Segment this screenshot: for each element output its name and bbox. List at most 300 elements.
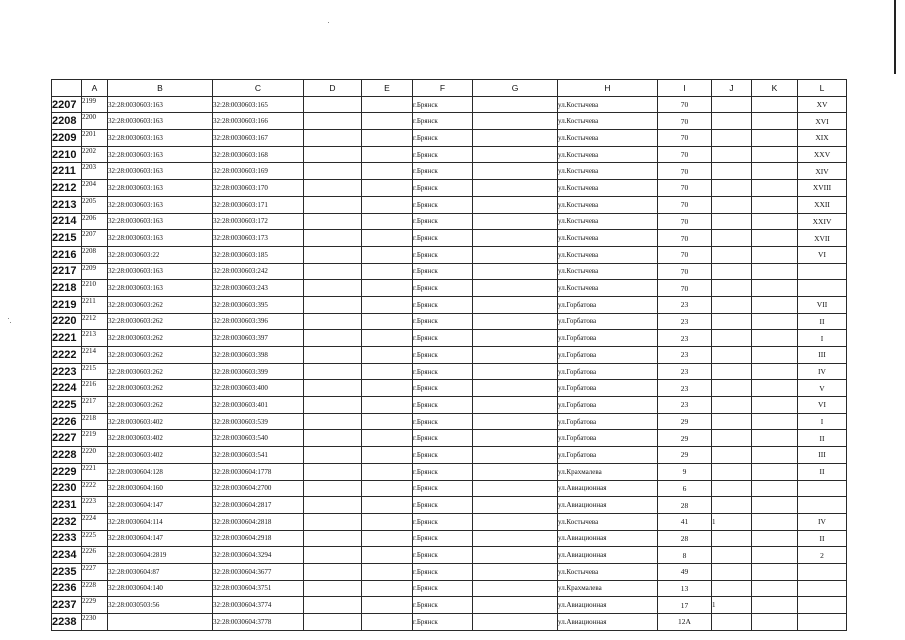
cell-a[interactable]: 2218: [82, 413, 108, 430]
cell-j[interactable]: [712, 547, 752, 564]
cell-d[interactable]: [304, 180, 362, 197]
cell-e[interactable]: [362, 263, 413, 280]
cell-i[interactable]: 70: [658, 130, 712, 147]
cell-a[interactable]: 2230: [82, 614, 108, 631]
column-header-k[interactable]: K: [752, 80, 798, 97]
cell-e[interactable]: [362, 113, 413, 130]
cell-a[interactable]: 2216: [82, 380, 108, 397]
cell-d[interactable]: [304, 296, 362, 313]
cell-e[interactable]: [362, 330, 413, 347]
cell-f[interactable]: г.Брянск: [413, 480, 473, 497]
cell-k[interactable]: [752, 163, 798, 180]
cell-d[interactable]: [304, 313, 362, 330]
cell-e[interactable]: [362, 397, 413, 414]
cell-j[interactable]: [712, 497, 752, 514]
row-number[interactable]: 2210: [52, 146, 82, 163]
cell-b[interactable]: [108, 614, 213, 631]
cell-l[interactable]: IV: [798, 513, 847, 530]
cell-k[interactable]: [752, 96, 798, 113]
row-number[interactable]: 2232: [52, 513, 82, 530]
cell-a[interactable]: 2210: [82, 280, 108, 297]
cell-a[interactable]: 2205: [82, 196, 108, 213]
cell-c[interactable]: 32:28:0030603:172: [213, 213, 304, 230]
cell-f[interactable]: г.Брянск: [413, 547, 473, 564]
cell-l[interactable]: I: [798, 330, 847, 347]
cell-d[interactable]: [304, 330, 362, 347]
cell-f[interactable]: г.Брянск: [413, 614, 473, 631]
cell-j[interactable]: [712, 196, 752, 213]
cell-f[interactable]: г.Брянск: [413, 413, 473, 430]
cell-g[interactable]: [473, 413, 558, 430]
cell-e[interactable]: [362, 580, 413, 597]
cell-g[interactable]: [473, 363, 558, 380]
cell-h[interactable]: ул.Горбатова: [558, 347, 658, 364]
cell-i[interactable]: 23: [658, 380, 712, 397]
cell-l[interactable]: V: [798, 380, 847, 397]
cell-h[interactable]: ул.Костычева: [558, 263, 658, 280]
cell-b[interactable]: 32:28:0030604:87: [108, 563, 213, 580]
cell-a[interactable]: 2212: [82, 313, 108, 330]
column-header-c[interactable]: C: [213, 80, 304, 97]
cell-j[interactable]: [712, 530, 752, 547]
cell-f[interactable]: г.Брянск: [413, 196, 473, 213]
cell-e[interactable]: [362, 280, 413, 297]
cell-g[interactable]: [473, 263, 558, 280]
cell-k[interactable]: [752, 146, 798, 163]
cell-c[interactable]: 32:28:0030603:242: [213, 263, 304, 280]
cell-l[interactable]: XVIII: [798, 180, 847, 197]
cell-a[interactable]: 2200: [82, 113, 108, 130]
cell-j[interactable]: 1: [712, 597, 752, 614]
cell-g[interactable]: [473, 497, 558, 514]
row-number[interactable]: 2216: [52, 246, 82, 263]
row-number[interactable]: 2225: [52, 397, 82, 414]
cell-a[interactable]: 2213: [82, 330, 108, 347]
cell-h[interactable]: ул.Горбатова: [558, 413, 658, 430]
column-header-l[interactable]: L: [798, 80, 847, 97]
cell-l[interactable]: IV: [798, 363, 847, 380]
cell-d[interactable]: [304, 614, 362, 631]
cell-g[interactable]: [473, 113, 558, 130]
cell-k[interactable]: [752, 113, 798, 130]
cell-f[interactable]: г.Брянск: [413, 113, 473, 130]
cell-b[interactable]: 32:28:0030603:262: [108, 330, 213, 347]
cell-i[interactable]: 49: [658, 563, 712, 580]
cell-e[interactable]: [362, 146, 413, 163]
cell-h[interactable]: ул.Костычева: [558, 163, 658, 180]
cell-c[interactable]: 32:28:0030604:1778: [213, 463, 304, 480]
cell-i[interactable]: 70: [658, 230, 712, 247]
cell-j[interactable]: [712, 163, 752, 180]
cell-h[interactable]: ул.Костычева: [558, 213, 658, 230]
cell-i[interactable]: 6: [658, 480, 712, 497]
cell-a[interactable]: 2211: [82, 296, 108, 313]
cell-d[interactable]: [304, 480, 362, 497]
cell-i[interactable]: 23: [658, 313, 712, 330]
cell-b[interactable]: 32:28:0030603:163: [108, 146, 213, 163]
cell-f[interactable]: г.Брянск: [413, 130, 473, 147]
cell-d[interactable]: [304, 280, 362, 297]
cell-b[interactable]: 32:28:0030603:163: [108, 163, 213, 180]
cell-d[interactable]: [304, 513, 362, 530]
cell-g[interactable]: [473, 130, 558, 147]
row-number[interactable]: 2234: [52, 547, 82, 564]
cell-i[interactable]: 70: [658, 213, 712, 230]
cell-e[interactable]: [362, 447, 413, 464]
cell-i[interactable]: 70: [658, 113, 712, 130]
cell-l[interactable]: VII: [798, 296, 847, 313]
cell-j[interactable]: [712, 580, 752, 597]
cell-h[interactable]: ул.Костычева: [558, 563, 658, 580]
cell-a[interactable]: 2221: [82, 463, 108, 480]
cell-a[interactable]: 2203: [82, 163, 108, 180]
cell-b[interactable]: 32:28:0030603:163: [108, 130, 213, 147]
cell-i[interactable]: 29: [658, 447, 712, 464]
cell-h[interactable]: ул.Авиационная: [558, 547, 658, 564]
cell-i[interactable]: 8: [658, 547, 712, 564]
cell-g[interactable]: [473, 246, 558, 263]
cell-l[interactable]: XIV: [798, 163, 847, 180]
cell-l[interactable]: XXII: [798, 196, 847, 213]
cell-h[interactable]: ул.Авиационная: [558, 497, 658, 514]
cell-a[interactable]: 2228: [82, 580, 108, 597]
cell-e[interactable]: [362, 497, 413, 514]
row-number[interactable]: 2230: [52, 480, 82, 497]
cell-i[interactable]: 29: [658, 413, 712, 430]
row-number[interactable]: 2220: [52, 313, 82, 330]
cell-f[interactable]: г.Брянск: [413, 96, 473, 113]
cell-f[interactable]: г.Брянск: [413, 563, 473, 580]
column-header-a[interactable]: A: [82, 80, 108, 97]
cell-e[interactable]: [362, 547, 413, 564]
cell-b[interactable]: 32:28:0030603:262: [108, 397, 213, 414]
cell-l[interactable]: XXV: [798, 146, 847, 163]
cell-g[interactable]: [473, 313, 558, 330]
cell-h[interactable]: ул.Горбатова: [558, 447, 658, 464]
cell-g[interactable]: [473, 513, 558, 530]
cell-b[interactable]: 32:28:0030604:114: [108, 513, 213, 530]
cell-d[interactable]: [304, 130, 362, 147]
cell-d[interactable]: [304, 113, 362, 130]
row-number[interactable]: 2207: [52, 96, 82, 113]
cell-h[interactable]: ул.Горбатова: [558, 380, 658, 397]
column-header-e[interactable]: E: [362, 80, 413, 97]
cell-c[interactable]: 32:28:0030604:3677: [213, 563, 304, 580]
cell-b[interactable]: 32:28:0030603:163: [108, 213, 213, 230]
column-header-h[interactable]: H: [558, 80, 658, 97]
cell-a[interactable]: 2209: [82, 263, 108, 280]
row-number[interactable]: 2224: [52, 380, 82, 397]
column-header-d[interactable]: D: [304, 80, 362, 97]
cell-j[interactable]: [712, 113, 752, 130]
cell-l[interactable]: I: [798, 413, 847, 430]
cell-b[interactable]: 32:28:0030603:402: [108, 447, 213, 464]
row-number[interactable]: 2222: [52, 347, 82, 364]
cell-h[interactable]: ул.Горбатова: [558, 296, 658, 313]
cell-b[interactable]: 32:28:0030503:56: [108, 597, 213, 614]
cell-i[interactable]: 17: [658, 597, 712, 614]
cell-e[interactable]: [362, 430, 413, 447]
cell-h[interactable]: ул.Костычева: [558, 130, 658, 147]
cell-b[interactable]: 32:28:0030604:2819: [108, 547, 213, 564]
cell-a[interactable]: 2226: [82, 547, 108, 564]
cell-b[interactable]: 32:28:0030604:160: [108, 480, 213, 497]
cell-c[interactable]: 32:28:0030603:395: [213, 296, 304, 313]
cell-d[interactable]: [304, 230, 362, 247]
cell-h[interactable]: ул.Авиационная: [558, 480, 658, 497]
cell-j[interactable]: [712, 263, 752, 280]
cell-j[interactable]: [712, 363, 752, 380]
cell-b[interactable]: 32:28:0030603:163: [108, 263, 213, 280]
row-number[interactable]: 2208: [52, 113, 82, 130]
cell-d[interactable]: [304, 563, 362, 580]
cell-h[interactable]: ул.Авиационная: [558, 597, 658, 614]
cell-l[interactable]: [798, 497, 847, 514]
cell-b[interactable]: 32:28:0030603:262: [108, 380, 213, 397]
cell-h[interactable]: ул.Горбатова: [558, 397, 658, 414]
cell-g[interactable]: [473, 380, 558, 397]
cell-f[interactable]: г.Брянск: [413, 380, 473, 397]
cell-e[interactable]: [362, 347, 413, 364]
cell-e[interactable]: [362, 180, 413, 197]
cell-d[interactable]: [304, 597, 362, 614]
cell-a[interactable]: 2229: [82, 597, 108, 614]
cell-l[interactable]: XVI: [798, 113, 847, 130]
cell-d[interactable]: [304, 380, 362, 397]
cell-b[interactable]: 32:28:0030603:402: [108, 413, 213, 430]
cell-d[interactable]: [304, 547, 362, 564]
cell-f[interactable]: г.Брянск: [413, 246, 473, 263]
cell-g[interactable]: [473, 480, 558, 497]
cell-k[interactable]: [752, 614, 798, 631]
cell-h[interactable]: ул.Горбатова: [558, 330, 658, 347]
cell-f[interactable]: г.Брянск: [413, 313, 473, 330]
cell-i[interactable]: 70: [658, 163, 712, 180]
cell-g[interactable]: [473, 347, 558, 364]
cell-k[interactable]: [752, 547, 798, 564]
cell-j[interactable]: 1: [712, 513, 752, 530]
cell-k[interactable]: [752, 563, 798, 580]
cell-k[interactable]: [752, 347, 798, 364]
cell-d[interactable]: [304, 397, 362, 414]
cell-i[interactable]: 23: [658, 363, 712, 380]
cell-j[interactable]: [712, 413, 752, 430]
cell-j[interactable]: [712, 130, 752, 147]
cell-g[interactable]: [473, 163, 558, 180]
cell-b[interactable]: 32:28:0030603:402: [108, 430, 213, 447]
cell-d[interactable]: [304, 163, 362, 180]
row-number[interactable]: 2228: [52, 447, 82, 464]
cell-f[interactable]: г.Брянск: [413, 180, 473, 197]
cell-f[interactable]: г.Брянск: [413, 530, 473, 547]
cell-f[interactable]: г.Брянск: [413, 447, 473, 464]
cell-h[interactable]: ул.Костычева: [558, 280, 658, 297]
cell-i[interactable]: 28: [658, 530, 712, 547]
cell-c[interactable]: 32:28:0030603:398: [213, 347, 304, 364]
row-number[interactable]: 2226: [52, 413, 82, 430]
cell-j[interactable]: [712, 230, 752, 247]
cell-j[interactable]: [712, 213, 752, 230]
cell-k[interactable]: [752, 246, 798, 263]
cell-e[interactable]: [362, 614, 413, 631]
cell-c[interactable]: 32:28:0030603:173: [213, 230, 304, 247]
cell-a[interactable]: 2201: [82, 130, 108, 147]
cell-h[interactable]: ул.Костычева: [558, 196, 658, 213]
cell-c[interactable]: 32:28:0030604:2918: [213, 530, 304, 547]
cell-e[interactable]: [362, 163, 413, 180]
cell-b[interactable]: 32:28:0030603:262: [108, 363, 213, 380]
cell-b[interactable]: 32:28:0030603:262: [108, 296, 213, 313]
cell-b[interactable]: 32:28:0030603:163: [108, 196, 213, 213]
cell-c[interactable]: 32:28:0030603:171: [213, 196, 304, 213]
cell-i[interactable]: 70: [658, 180, 712, 197]
cell-l[interactable]: [798, 580, 847, 597]
row-number[interactable]: 2209: [52, 130, 82, 147]
cell-c[interactable]: 32:28:0030603:166: [213, 113, 304, 130]
cell-k[interactable]: [752, 463, 798, 480]
cell-l[interactable]: [798, 263, 847, 280]
cell-f[interactable]: г.Брянск: [413, 580, 473, 597]
cell-k[interactable]: [752, 413, 798, 430]
cell-c[interactable]: 32:28:0030604:3751: [213, 580, 304, 597]
row-number[interactable]: 2231: [52, 497, 82, 514]
cell-e[interactable]: [362, 296, 413, 313]
row-number[interactable]: 2221: [52, 330, 82, 347]
row-number[interactable]: 2215: [52, 230, 82, 247]
cell-k[interactable]: [752, 530, 798, 547]
column-header-b[interactable]: B: [108, 80, 213, 97]
cell-c[interactable]: 32:28:0030603:397: [213, 330, 304, 347]
cell-k[interactable]: [752, 480, 798, 497]
cell-e[interactable]: [362, 96, 413, 113]
cell-i[interactable]: 23: [658, 397, 712, 414]
cell-d[interactable]: [304, 96, 362, 113]
cell-d[interactable]: [304, 530, 362, 547]
cell-g[interactable]: [473, 96, 558, 113]
column-header-f[interactable]: F: [413, 80, 473, 97]
cell-j[interactable]: [712, 447, 752, 464]
cell-h[interactable]: ул.Костычева: [558, 146, 658, 163]
cell-h[interactable]: ул.Костычева: [558, 246, 658, 263]
cell-c[interactable]: 32:28:0030603:168: [213, 146, 304, 163]
row-number[interactable]: 2229: [52, 463, 82, 480]
cell-i[interactable]: 28: [658, 497, 712, 514]
cell-a[interactable]: 2222: [82, 480, 108, 497]
cell-h[interactable]: ул.Костычева: [558, 113, 658, 130]
cell-k[interactable]: [752, 330, 798, 347]
cell-e[interactable]: [362, 213, 413, 230]
cell-j[interactable]: [712, 380, 752, 397]
cell-i[interactable]: 70: [658, 246, 712, 263]
cell-a[interactable]: 2199: [82, 96, 108, 113]
cell-l[interactable]: II: [798, 313, 847, 330]
cell-a[interactable]: 2208: [82, 246, 108, 263]
row-number[interactable]: 2223: [52, 363, 82, 380]
cell-i[interactable]: 13: [658, 580, 712, 597]
row-number[interactable]: 2219: [52, 296, 82, 313]
cell-k[interactable]: [752, 580, 798, 597]
cell-j[interactable]: [712, 96, 752, 113]
cell-d[interactable]: [304, 213, 362, 230]
cell-d[interactable]: [304, 447, 362, 464]
cell-b[interactable]: 32:28:0030604:140: [108, 580, 213, 597]
cell-l[interactable]: XXIV: [798, 213, 847, 230]
cell-h[interactable]: ул.Костычева: [558, 96, 658, 113]
cell-h[interactable]: ул.Горбатова: [558, 313, 658, 330]
cell-c[interactable]: 32:28:0030603:396: [213, 313, 304, 330]
cell-b[interactable]: 32:28:0030603:163: [108, 180, 213, 197]
row-number[interactable]: 2237: [52, 597, 82, 614]
cell-e[interactable]: [362, 363, 413, 380]
cell-f[interactable]: г.Брянск: [413, 363, 473, 380]
row-number[interactable]: 2227: [52, 430, 82, 447]
cell-l[interactable]: [798, 614, 847, 631]
row-number[interactable]: 2235: [52, 563, 82, 580]
row-number[interactable]: 2236: [52, 580, 82, 597]
cell-e[interactable]: [362, 246, 413, 263]
cell-a[interactable]: 2215: [82, 363, 108, 380]
cell-d[interactable]: [304, 196, 362, 213]
cell-j[interactable]: [712, 180, 752, 197]
cell-i[interactable]: 70: [658, 96, 712, 113]
cell-k[interactable]: [752, 196, 798, 213]
cell-l[interactable]: III: [798, 347, 847, 364]
cell-f[interactable]: г.Брянск: [413, 497, 473, 514]
row-number[interactable]: 2212: [52, 180, 82, 197]
cell-h[interactable]: ул.Костычева: [558, 230, 658, 247]
cell-g[interactable]: [473, 330, 558, 347]
cell-f[interactable]: г.Брянск: [413, 463, 473, 480]
cell-l[interactable]: II: [798, 530, 847, 547]
cell-k[interactable]: [752, 180, 798, 197]
cell-k[interactable]: [752, 230, 798, 247]
cell-k[interactable]: [752, 280, 798, 297]
cell-f[interactable]: г.Брянск: [413, 597, 473, 614]
cell-g[interactable]: [473, 397, 558, 414]
cell-i[interactable]: 70: [658, 280, 712, 297]
cell-a[interactable]: 2224: [82, 513, 108, 530]
cell-g[interactable]: [473, 597, 558, 614]
cell-j[interactable]: [712, 397, 752, 414]
cell-a[interactable]: 2219: [82, 430, 108, 447]
cell-l[interactable]: II: [798, 430, 847, 447]
cell-a[interactable]: 2227: [82, 563, 108, 580]
cell-i[interactable]: 70: [658, 263, 712, 280]
cell-k[interactable]: [752, 213, 798, 230]
column-header-g[interactable]: G: [473, 80, 558, 97]
cell-c[interactable]: 32:28:0030603:539: [213, 413, 304, 430]
cell-j[interactable]: [712, 480, 752, 497]
cell-f[interactable]: г.Брянск: [413, 347, 473, 364]
cell-h[interactable]: ул.Авиационная: [558, 530, 658, 547]
cell-f[interactable]: г.Брянск: [413, 430, 473, 447]
cell-c[interactable]: 32:28:0030604:2818: [213, 513, 304, 530]
row-number[interactable]: 2214: [52, 213, 82, 230]
cell-b[interactable]: 32:28:0030604:128: [108, 463, 213, 480]
cell-j[interactable]: [712, 347, 752, 364]
cell-g[interactable]: [473, 530, 558, 547]
cell-j[interactable]: [712, 463, 752, 480]
cell-h[interactable]: ул.Авиационная: [558, 614, 658, 631]
cell-b[interactable]: 32:28:0030603:262: [108, 347, 213, 364]
cell-b[interactable]: 32:28:0030603:22: [108, 246, 213, 263]
cell-a[interactable]: 2204: [82, 180, 108, 197]
cell-e[interactable]: [362, 563, 413, 580]
cell-i[interactable]: 23: [658, 296, 712, 313]
row-number[interactable]: 2218: [52, 280, 82, 297]
cell-e[interactable]: [362, 530, 413, 547]
cell-e[interactable]: [362, 130, 413, 147]
